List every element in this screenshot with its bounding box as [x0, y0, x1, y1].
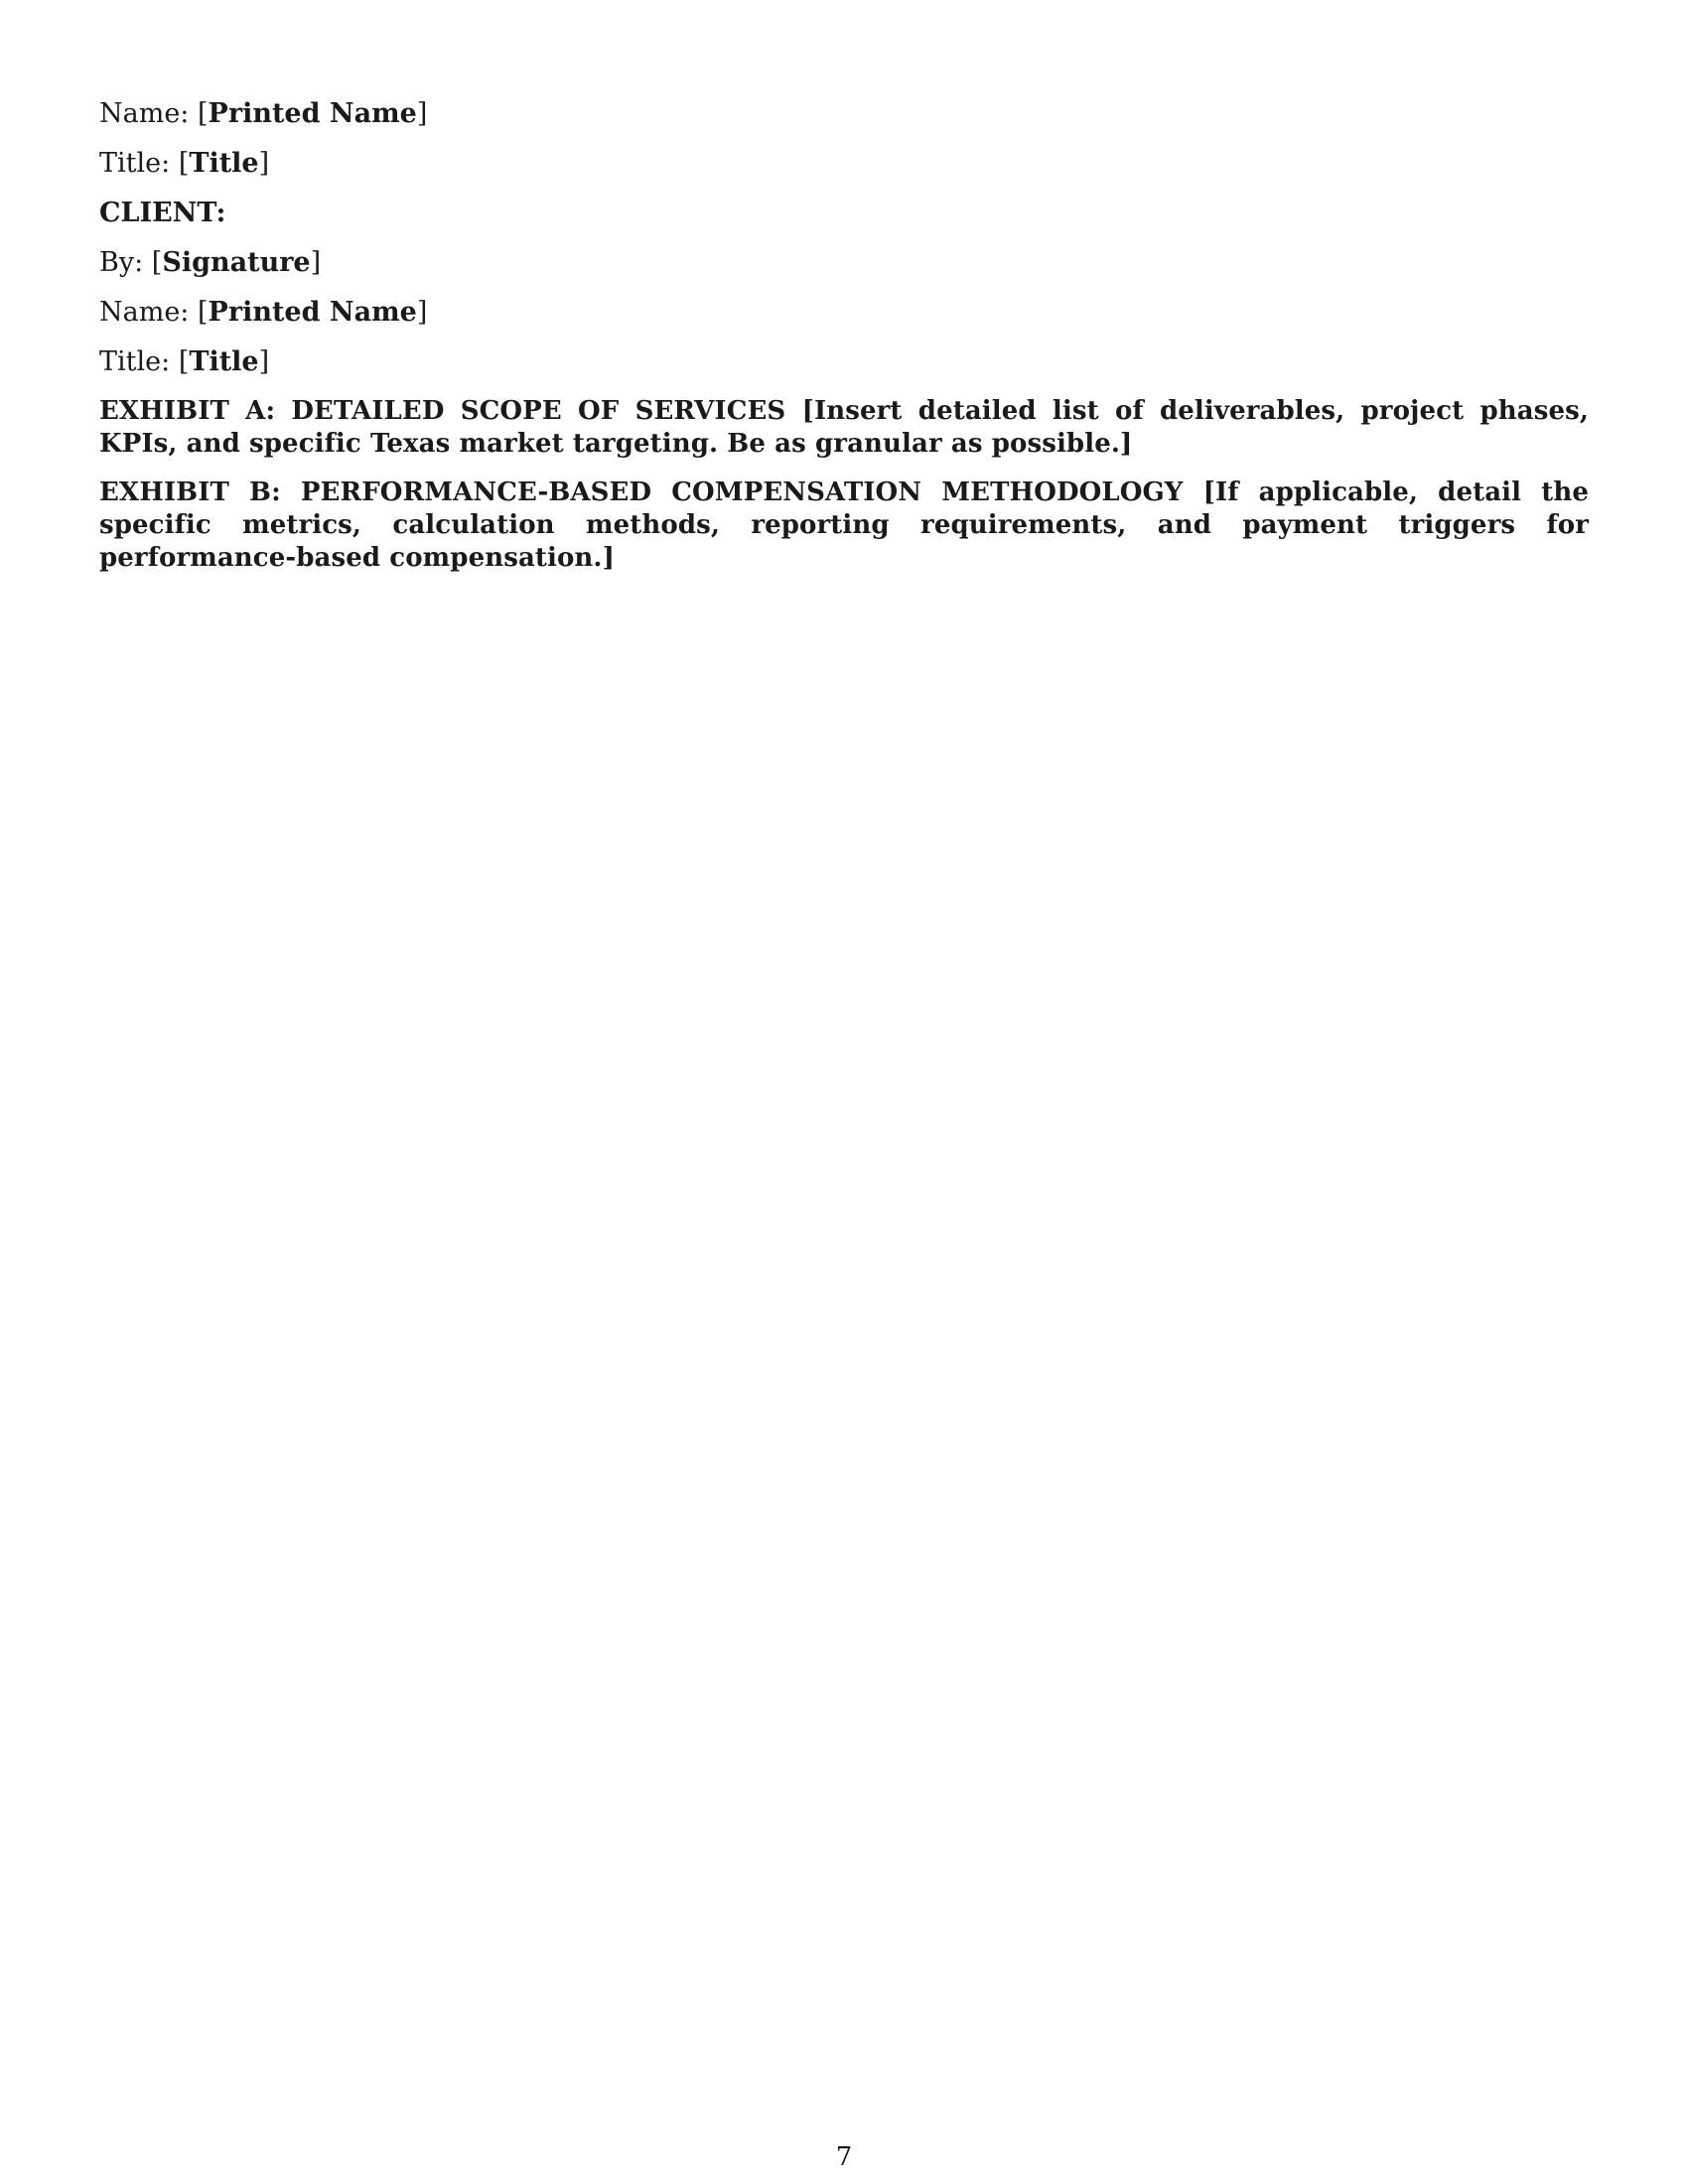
upper-name-label: Name: [99, 98, 190, 129]
upper-title-line: Title: [Title] [99, 148, 270, 179]
client-name-line: Name: [Printed Name] [99, 297, 428, 328]
client-title-label: Title: [99, 346, 171, 377]
exhibit-a-body: Insert detailed list of deliverables, project phases, KPIs, and specific Texas market targeting. Be as granular as possible. [99, 396, 1590, 459]
exhibit-b-paragraph: EXHIBIT B: PERFORMANCE-BASED COMPENSATION METHODOLOGY [If applicable, detail the specific metrics, calculation methods, reporting requirements, and payment triggers for performance-based compensation.] [99, 478, 1589, 573]
client-heading: CLIENT: [99, 198, 226, 228]
upper-name-line: Name: [Printed Name] [99, 98, 428, 129]
upper-title-value: Title [189, 148, 259, 179]
exhibit-a-paragraph: EXHIBIT A: DETAILED SCOPE OF SERVICES [Insert detailed list of deliverables, project phases, KPIs, and specific Texas market targeting. Be as granular as possible.] [99, 396, 1590, 459]
client-name-label: Name: [99, 297, 190, 328]
upper-title-label: Title: [99, 148, 171, 179]
client-by-label: By: [99, 247, 144, 278]
document-page [99, 97, 1589, 591]
exhibit-b-heading: EXHIBIT B: PERFORMANCE-BASED COMPENSATION METHODOLOGY [99, 478, 1184, 507]
client-signature-value: Signature [162, 247, 311, 278]
page-number: 7 [835, 2142, 853, 2172]
upper-name-value: Printed Name [208, 98, 417, 129]
client-by-line: By: [Signature] [99, 247, 322, 278]
client-name-value: Printed Name [208, 297, 417, 328]
exhibit-b-body: If applicable, detail the specific metrics, calculation methods, reporting requirements, and payment triggers for performance-based compensation. [99, 478, 1589, 573]
client-title-value: Title [189, 346, 259, 377]
exhibit-a-heading: EXHIBIT A: DETAILED SCOPE OF SERVICES [99, 396, 786, 426]
client-title-line: Title: [Title] [99, 346, 270, 377]
